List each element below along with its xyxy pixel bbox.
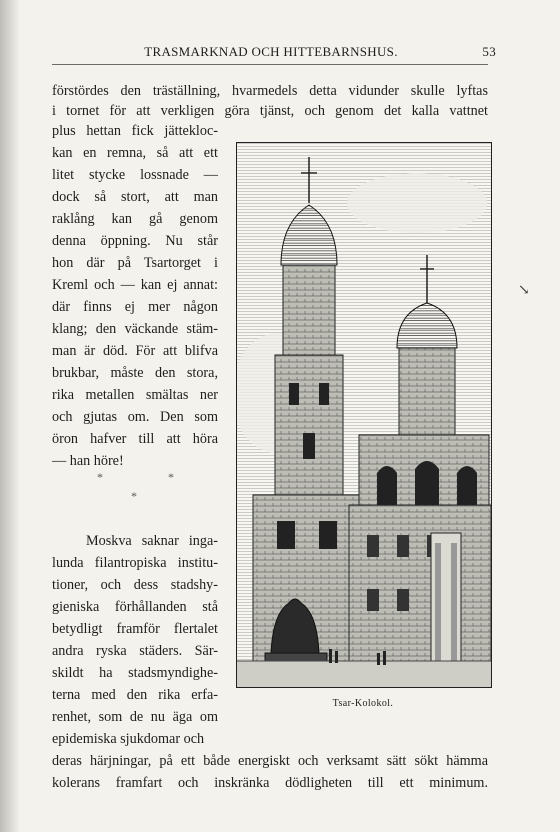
text-line: epidemiska sjukdomar och (52, 731, 205, 747)
separator-star: * (131, 489, 137, 503)
text-line: gieniska förhållanden stå (52, 599, 218, 615)
text-line: där finns ej mer någon (52, 299, 218, 315)
text-line: terna med den rika erfa- (52, 687, 218, 703)
text-line: — han höre! (52, 453, 124, 469)
text-line: hon där på Tsartorget i (52, 255, 218, 271)
text-line: lunda filantropiska institu- (52, 555, 218, 571)
text-line: brukbar, måste den stora, (52, 365, 218, 381)
text-line: Kreml och — kan ej annat: (52, 277, 218, 293)
text-line: renhet, som de nu äga om (52, 709, 218, 725)
engraving-illustration (236, 142, 492, 688)
running-title: TRASMARKNAD OCH HITTEBARNSHUS. (144, 44, 398, 59)
text-line: öron hafver till att höra (52, 431, 218, 447)
text-line: förstördes den träställning, hvarmedels detta vidunder skulle lyftas (52, 83, 488, 99)
text-line: klang; den väckande stäm- (52, 321, 218, 337)
text-line: dock så stort, att man (52, 189, 218, 205)
figure-caption: Tsar-Kolokol. (332, 698, 394, 709)
text-line: betydligt framför flertalet (52, 621, 218, 637)
text-line: tioner, och dess stadshy- (52, 577, 218, 593)
text-line: raklång kan gå genom (52, 211, 218, 227)
separator-star: * (168, 470, 174, 484)
text-line: kolerans framfart och inskränka dödligheten till ett minimum. (52, 775, 488, 791)
text-line: andra ryska städers. Sär- (52, 643, 218, 659)
text-line: plus hettan fick jättekloc- (52, 123, 218, 139)
text-line: och gjutas om. Den som (52, 409, 218, 425)
separator-star: * (97, 470, 103, 484)
text-line: man är död. För att blifva (52, 343, 218, 359)
page-number: 53 (482, 44, 496, 59)
text-line: rika metallen smältas ner (52, 387, 218, 403)
text-line: kan en remna, så att ett (52, 145, 218, 161)
text-line: skildt ha stadsmyndighe- (52, 665, 218, 681)
text-line: Moskva saknar inga- (86, 533, 218, 549)
margin-mark: ↘ (518, 283, 530, 298)
text-line: litet stycke lossnade — (52, 167, 218, 183)
header-rule (52, 64, 488, 65)
text-line: denna öppning. Nu står (52, 233, 218, 249)
tsar-square (237, 661, 491, 687)
text-line: deras härjningar, på ett både energiskt och verksamt sätt sökt hämma (52, 753, 488, 769)
running-header (52, 44, 496, 60)
text-line: i tornet för att verkligen göra tjänst, och genom det kalla vattnet (52, 103, 488, 119)
